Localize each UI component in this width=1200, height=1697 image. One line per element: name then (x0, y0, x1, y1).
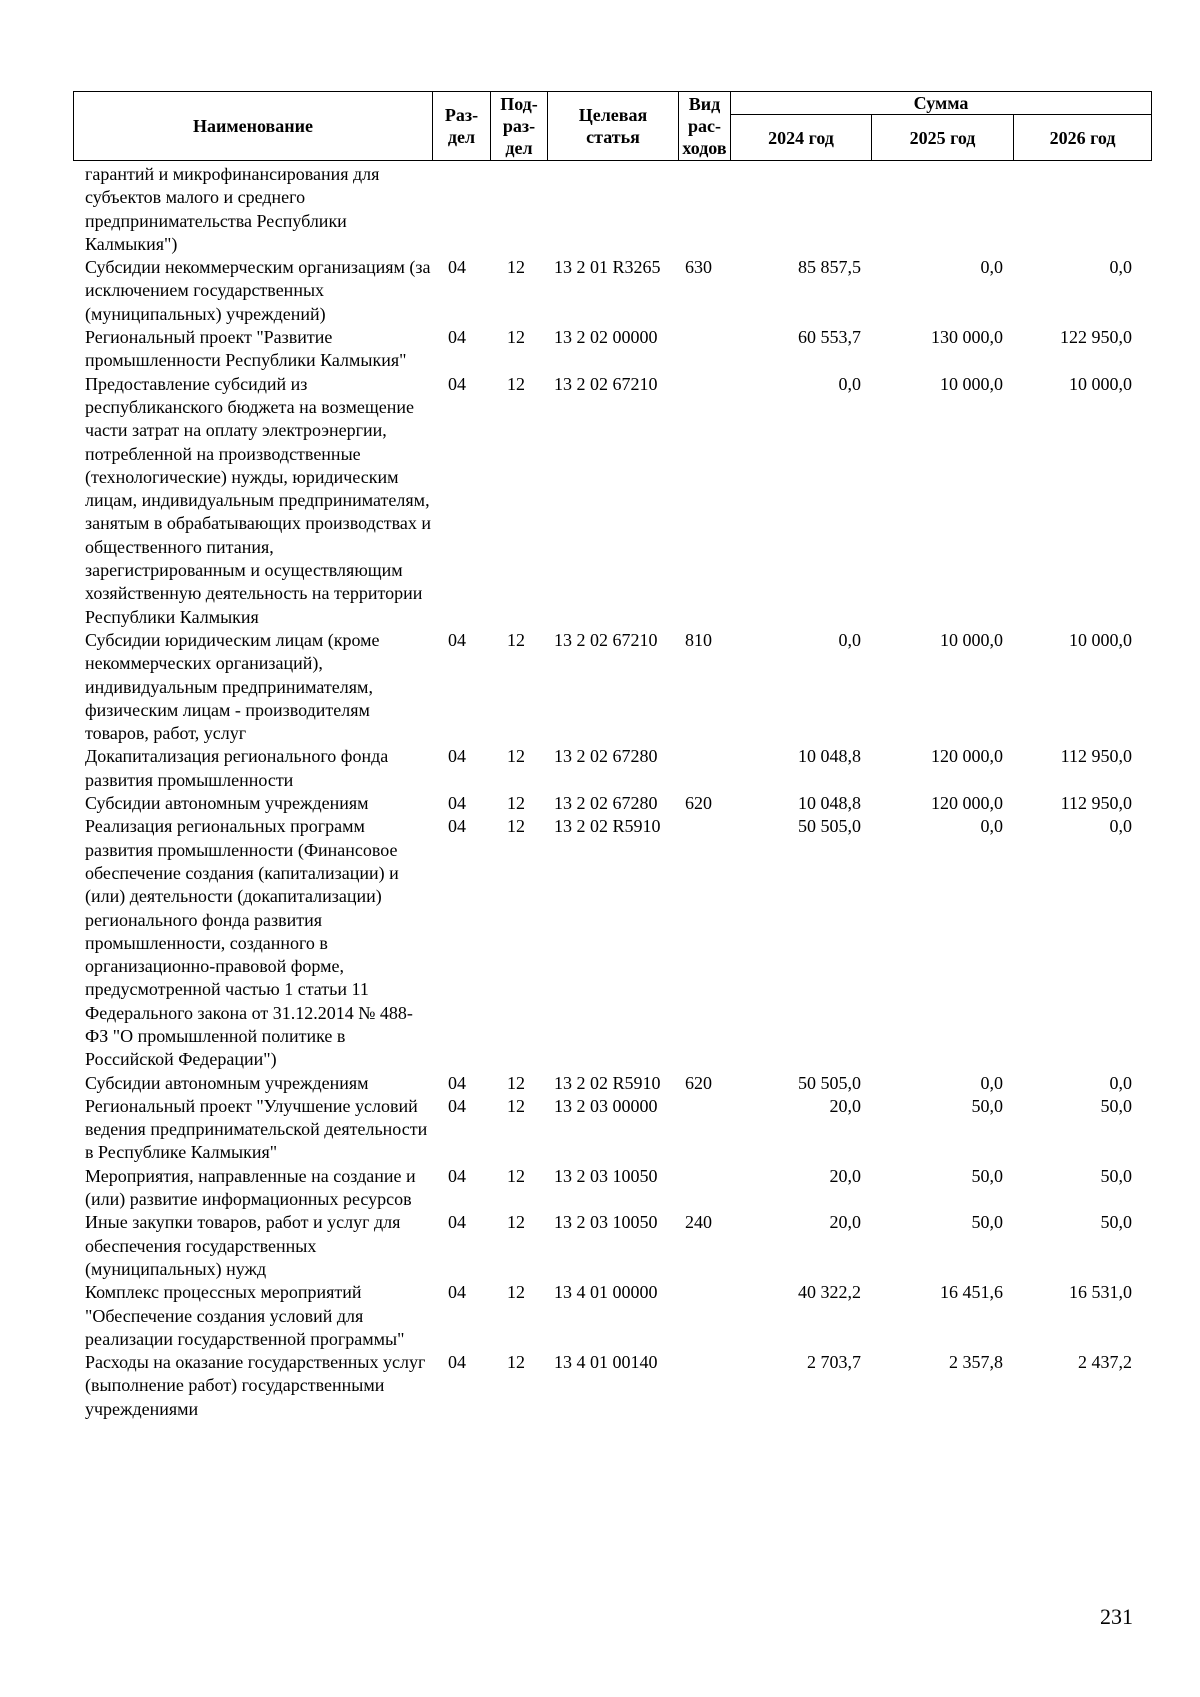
row-sum-2026: 10 000,0 (1069, 629, 1132, 650)
table-body (73, 163, 1151, 1421)
header-summa: Сумма (731, 92, 1152, 115)
row-sum-2026: 0,0 (1109, 1072, 1132, 1093)
row-podrazdel: 12 (507, 1282, 525, 1303)
row-razdel (432, 163, 490, 256)
row-sum-2025: 50,0 (971, 1212, 1003, 1233)
row-podrazdel: 12 (507, 629, 525, 650)
row-sum-2024: 60 553,7 (798, 327, 861, 348)
row-sum-2026: 112 950,0 (1060, 793, 1132, 814)
row-name: Субсидии юридическим лицам (кроме некоммерческих организаций), индивидуальным предпринимателям, физическим лицам - производителям товаров, работ, услуг (85, 629, 380, 744)
row-celevaya-statya: 13 2 02 67280 (554, 746, 658, 767)
row-podrazdel: 12 (507, 1165, 525, 1186)
row-razdel: 04 (448, 1165, 466, 1186)
row-sum-2026: 0,0 (1109, 257, 1132, 278)
row-vid-rashodov (678, 1281, 730, 1351)
row-vid-rashodov: 630 (685, 257, 712, 278)
row-name: Иные закупки товаров, работ и услуг для обеспечения государственных (муниципальных) нужд (85, 1212, 401, 1279)
row-podrazdel: 12 (507, 1212, 525, 1233)
row-celevaya-statya: 13 2 02 R5910 (554, 1072, 661, 1093)
row-name: гарантий и микрофинансирования для субъектов малого и среднего предпринимательства Республики Калмыкия") (85, 164, 380, 254)
row-vid-rashodov (678, 163, 730, 256)
table-header (73, 91, 1152, 161)
row-sum-2025: 0,0 (980, 1072, 1003, 1093)
row-sum-2024: 2 703,7 (807, 1352, 861, 1373)
header-name: Наименование (74, 92, 433, 161)
row-razdel: 04 (448, 816, 466, 837)
row-vid-rashodov: 810 (685, 629, 712, 650)
row-celevaya-statya: 13 2 03 10050 (554, 1212, 658, 1233)
row-podrazdel: 12 (507, 793, 525, 814)
row-razdel: 04 (448, 793, 466, 814)
row-razdel: 04 (448, 327, 466, 348)
row-sum-2024: 0,0 (838, 629, 861, 650)
row-vid-rashodov (678, 373, 730, 629)
row-sum-2024: 50 505,0 (798, 1072, 861, 1093)
header-year-2025: 2025 год (872, 115, 1014, 161)
row-sum-2025: 16 451,6 (940, 1282, 1003, 1303)
budget-table (73, 91, 1151, 1421)
row-razdel: 04 (448, 1282, 466, 1303)
row-celevaya-statya: 13 2 03 00000 (554, 1095, 658, 1116)
row-name: Комплекс процессных мероприятий "Обеспечение создания условий для реализации государственной программы" (85, 1282, 405, 1349)
row-podrazdel: 12 (507, 816, 525, 837)
header-year-2026: 2026 год (1014, 115, 1152, 161)
row-celevaya-statya (547, 163, 678, 256)
row-podrazdel (490, 163, 547, 256)
row-sum-2025: 0,0 (980, 816, 1003, 837)
row-sum-2026: 50,0 (1100, 1165, 1132, 1186)
row-sum-2024 (730, 163, 871, 256)
row-podrazdel: 12 (507, 1072, 525, 1093)
row-sum-2026 (1013, 163, 1142, 256)
row-vid-rashodov (678, 1165, 730, 1212)
row-name: Реализация региональных программ развития промышленности (Финансовое обеспечение создания (капитализации) и (или) деятельности (докапитализации) регионального фонда развития промышленности, созданного в организационно-правовой форме, предусмотренной частью 1 статьи 11 Федерального закона от 31.12.2014 № 488-ФЗ "О промышленной политике в Российской Федерации") (85, 816, 413, 1070)
row-vid-rashodov (678, 1351, 730, 1421)
row-vid-rashodov (678, 1095, 730, 1165)
row-sum-2024: 10 048,8 (798, 746, 861, 767)
row-sum-2025: 120 000,0 (931, 746, 1003, 767)
row-razdel: 04 (448, 1212, 466, 1233)
row-sum-2025: 50,0 (971, 1095, 1003, 1116)
row-sum-2025: 10 000,0 (940, 373, 1003, 394)
row-sum-2025: 50,0 (971, 1165, 1003, 1186)
header-podrazdel: Под- раз- дел (491, 92, 548, 161)
row-sum-2025: 10 000,0 (940, 629, 1003, 650)
row-name: Расходы на оказание государственных услуг (выполнение работ) государственными учреждениями (85, 1352, 426, 1419)
row-sum-2024: 20,0 (829, 1165, 861, 1186)
row-sum-2026: 2 437,2 (1078, 1352, 1132, 1373)
row-celevaya-statya: 13 2 02 67280 (554, 793, 658, 814)
row-celevaya-statya: 13 2 02 R5910 (554, 816, 661, 837)
row-sum-2024: 40 322,2 (798, 1282, 861, 1303)
row-name: Региональный проект "Развитие промышленности Республики Калмыкия" (85, 327, 407, 371)
row-celevaya-statya: 13 2 02 00000 (554, 327, 658, 348)
row-sum-2026: 50,0 (1100, 1212, 1132, 1233)
row-vid-rashodov: 240 (685, 1212, 712, 1233)
row-sum-2025 (871, 163, 1013, 256)
row-sum-2024: 20,0 (829, 1212, 861, 1233)
row-name: Субсидии автономным учреждениям (85, 793, 369, 814)
row-name: Региональный проект "Улучшение условий ведения предпринимательской деятельности в Республике Калмыкия" (85, 1095, 428, 1163)
row-podrazdel: 12 (507, 1352, 525, 1373)
row-sum-2026: 10 000,0 (1069, 373, 1132, 394)
header-vid-rashodov: Вид рас- ходов (679, 92, 731, 161)
row-sum-2026: 0,0 (1109, 816, 1132, 837)
row-name: Предоставление субсидий из республиканского бюджета на возмещение части затрат на оплату электроэнергии, потребленной на производственные (технологические) нужды, юридическим лицам, индивидуальным предпринимателям, занятым в обрабатывающих производствах и общественного питания, зарегистрированным и осуществляющим хозяйственную деятельность на территории Республики Калмыкия (85, 373, 431, 627)
row-celevaya-statya: 13 2 02 67210 (554, 373, 658, 394)
row-sum-2026: 112 950,0 (1060, 746, 1132, 767)
row-razdel: 04 (448, 1095, 466, 1116)
row-celevaya-statya: 13 2 02 67210 (554, 629, 658, 650)
row-sum-2026: 16 531,0 (1069, 1282, 1132, 1303)
row-sum-2026: 50,0 (1100, 1095, 1132, 1116)
header-year-2024: 2024 год (731, 115, 872, 161)
row-celevaya-statya: 13 4 01 00140 (554, 1352, 658, 1373)
row-podrazdel: 12 (507, 1095, 525, 1116)
row-razdel: 04 (448, 629, 466, 650)
row-vid-rashodov: 620 (685, 1072, 712, 1093)
row-razdel: 04 (448, 746, 466, 767)
row-name: Докапитализация регионального фонда развития промышленности (85, 746, 389, 790)
page-number: 231 (1100, 1604, 1133, 1629)
header-razdel: Раз- дел (433, 92, 491, 161)
row-podrazdel: 12 (507, 257, 525, 278)
row-vid-rashodov (678, 745, 730, 792)
row-razdel: 04 (448, 373, 466, 394)
row-celevaya-statya: 13 2 03 10050 (554, 1165, 658, 1186)
row-sum-2024: 10 048,8 (798, 793, 861, 814)
row-sum-2025: 0,0 (980, 257, 1003, 278)
row-vid-rashodov (678, 815, 730, 1071)
row-name: Мероприятия, направленные на создание и (или) развитие информационных ресурсов (85, 1165, 416, 1210)
row-razdel: 04 (448, 1352, 466, 1373)
row-vid-rashodov (678, 326, 730, 373)
row-celevaya-statya: 13 2 01 R3265 (554, 257, 661, 278)
row-vid-rashodov: 620 (685, 793, 712, 814)
row-sum-2025: 130 000,0 (931, 327, 1003, 348)
row-sum-2025: 2 357,8 (949, 1352, 1003, 1373)
row-name: Субсидии автономным учреждениям (85, 1072, 369, 1093)
row-name: Субсидии некоммерческим организациям (за исключением государственных (муниципальных) учреждений) (85, 257, 431, 324)
row-podrazdel: 12 (507, 746, 525, 767)
row-podrazdel: 12 (507, 373, 525, 394)
row-razdel: 04 (448, 1072, 466, 1093)
row-sum-2024: 20,0 (829, 1095, 861, 1116)
row-podrazdel: 12 (507, 327, 525, 348)
row-celevaya-statya: 13 4 01 00000 (554, 1282, 658, 1303)
row-razdel: 04 (448, 257, 466, 278)
row-sum-2024: 50 505,0 (798, 816, 861, 837)
row-sum-2024: 85 857,5 (798, 257, 861, 278)
row-sum-2025: 120 000,0 (931, 793, 1003, 814)
row-sum-2026: 122 950,0 (1060, 327, 1132, 348)
header-celevaya-statya: Целевая статья (548, 92, 679, 161)
row-sum-2024: 0,0 (838, 373, 861, 394)
